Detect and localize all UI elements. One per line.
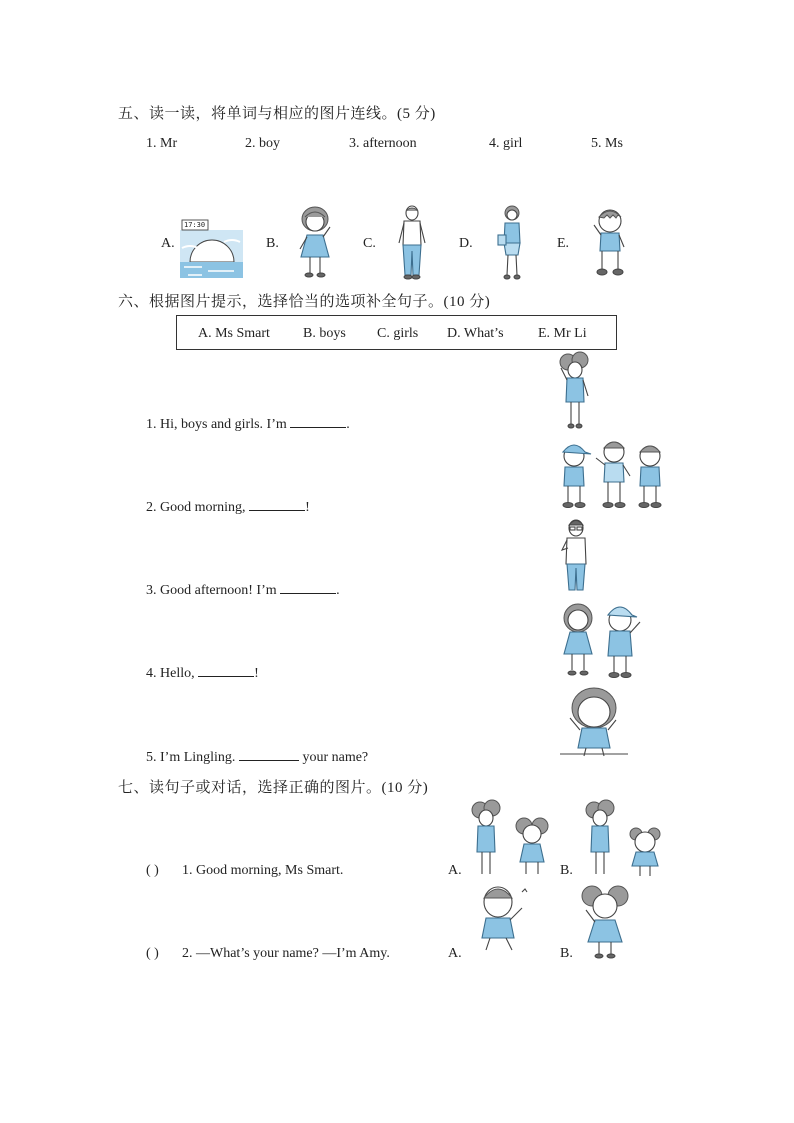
answer-blank[interactable] [280,582,336,594]
q4-text: 4. Hello, [146,666,199,681]
letter-d: D. [459,236,473,251]
option-b: B. boys [303,326,346,341]
girl-picture-b [580,884,632,960]
s7-q2-paren[interactable]: ( ) [146,946,159,961]
teacher-and-girl-picture-b [584,800,666,880]
teacher-man-picture [560,518,592,596]
clock-time: 17:30 [184,221,206,229]
q2-end: ! [305,500,310,515]
s6-question-4 [146,665,259,682]
option-c: C. girls [377,326,419,341]
man-picture [395,205,429,280]
q3-text: 3. Good afternoon! I’m [146,583,281,598]
lingling-picture [560,684,628,762]
answer-blank[interactable] [239,749,299,761]
option-d: D. What’s [447,326,504,341]
q5-text: 5. I’m Lingling. [146,750,239,765]
section7-heading: 七、读句子或对话，选择正确的图片。(10 分) [118,780,429,796]
three-boys-picture [556,436,668,512]
q1-end: . [346,417,350,432]
option-a: A. Ms Smart [198,326,270,341]
letter-a: A. [161,236,175,251]
girl-and-boy-picture [558,600,650,680]
answer-blank[interactable] [249,499,305,511]
word-boy: 2. boy [245,136,280,151]
section5-heading: 五、读一读，将单词与相应的图片连线。(5 分) [118,106,436,122]
girl-picture [296,205,336,280]
q3-end: . [336,583,340,598]
letter-e: E. [557,236,570,251]
s7-q2-text: 2. —What’s your name? —I’m Amy. [182,946,390,961]
s7-q2-option-b: B. [560,946,573,961]
s6-question-1 [146,416,350,433]
woman-picture [495,205,529,280]
q2-text: 2. Good morning, [146,500,250,515]
word-girl: 4. girl [489,136,523,151]
q1-text: 1. Hi, boys and girls. I’m [146,417,291,432]
answer-blank[interactable] [198,665,254,677]
s7-q1-text: 1. Good morning, Ms Smart. [182,863,344,878]
teacher-and-girl-picture-a [470,800,552,880]
s7-q1-paren[interactable]: ( ) [146,863,159,878]
q5-end: your name? [298,750,369,765]
q4-end: ! [254,666,259,681]
s6-question-5 [146,749,368,766]
s7-q2-option-a: A. [448,946,462,961]
word-ms: 5. Ms [591,136,623,151]
s7-q1-option-b: B. [560,863,573,878]
s6-question-3 [146,582,340,599]
letter-c: C. [363,236,376,251]
word-mr: 1. Mr [146,136,178,151]
option-e: E. Mr Li [538,326,587,341]
letter-b: B. [266,236,279,251]
s6-question-2 [146,499,310,516]
answer-blank[interactable] [290,416,346,428]
teacher-woman-picture [558,352,594,430]
word-afternoon: 3. afternoon [349,136,417,151]
s7-q1-option-a: A. [448,863,462,878]
section6-heading: 六、根据图片提示，选择恰当的选项补全句子。(10 分) [118,294,491,310]
boy-picture-a [476,884,532,956]
boy-picture [590,207,628,279]
